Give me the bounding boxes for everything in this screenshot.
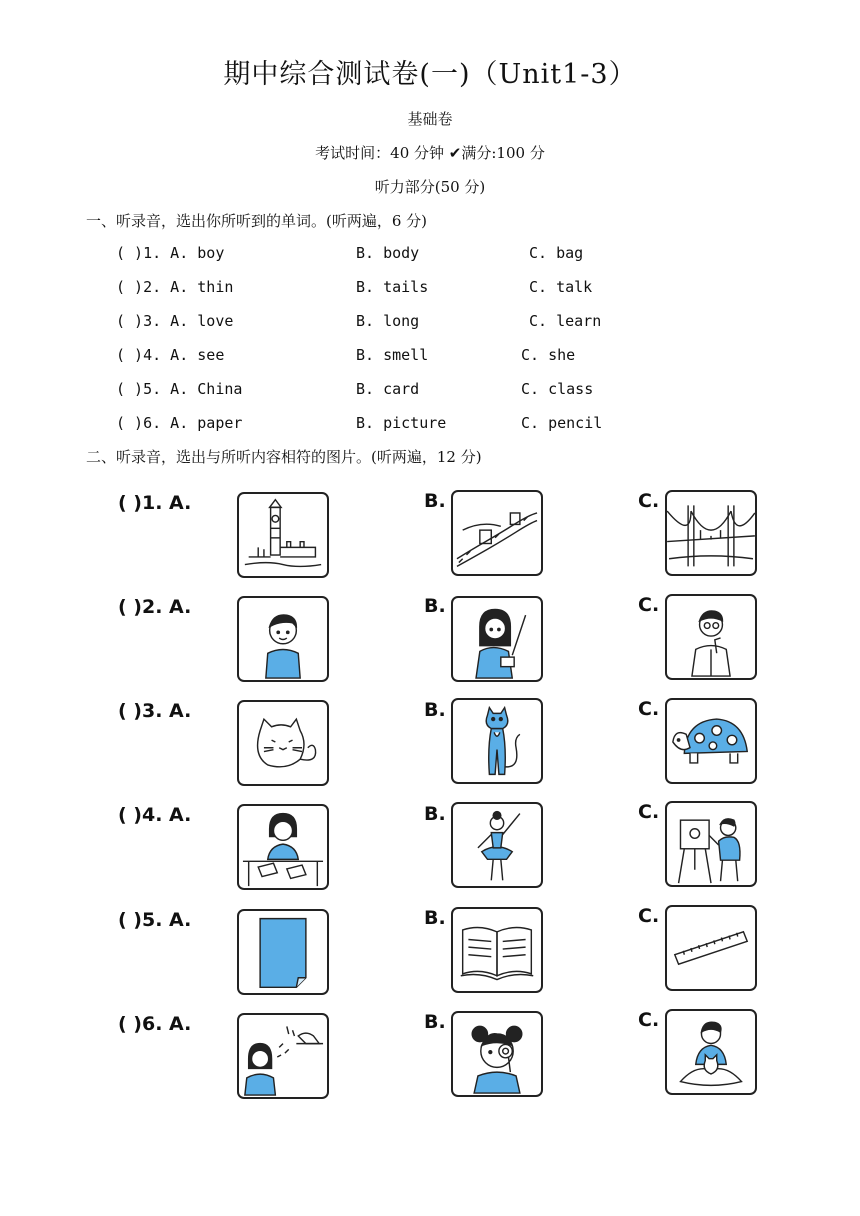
question-option-c: C. bag: [529, 244, 584, 262]
thinking-man-icon: [665, 594, 757, 680]
option-b-label: B.: [424, 595, 446, 617]
question-option-a: ( )3. A. love: [116, 312, 234, 330]
question-row: [116, 278, 816, 302]
boy-painting-icon: [665, 801, 757, 887]
question-option-b: B. long: [356, 312, 420, 330]
option-c-label: C.: [638, 801, 660, 823]
question-option-a: ( )4. A. see: [116, 346, 225, 364]
exam-info: 考试时间：40 分钟 ✔满分:100 分: [315, 144, 545, 162]
question-row: [116, 380, 816, 404]
picture-question-label: ( )6. A.: [118, 1013, 192, 1035]
question-option-c: C. talk: [529, 278, 593, 296]
page-title: 期中综合测试卷(一)（Unit1-3）: [223, 59, 637, 90]
turtle-icon: [665, 698, 757, 784]
question-option-c: C. class: [521, 380, 594, 398]
question-option-a: ( )2. A. thin: [116, 278, 234, 296]
question-option-b: B. card: [356, 380, 420, 398]
question-option-a: ( )5. A. China: [116, 380, 243, 398]
question-option-b: B. smell: [356, 346, 429, 364]
subtitle: 基础卷: [407, 110, 453, 128]
section2-instruction: 二、听录音，选出与所听内容相符的图片。(听两遍，12 分): [86, 448, 482, 466]
teacher-icon: [451, 596, 543, 682]
question-option-c: C. learn: [529, 312, 602, 330]
girl-crafting-icon: [237, 804, 329, 890]
question-option-c: C. pencil: [521, 414, 603, 432]
question-row: [116, 346, 816, 370]
picture-question-label: ( )4. A.: [118, 804, 192, 826]
question-option-a: ( )1. A. boy: [116, 244, 225, 262]
question-row: [116, 244, 816, 268]
option-c-label: C.: [638, 1009, 660, 1031]
option-b-label: B.: [424, 490, 446, 512]
option-b-label: B.: [424, 803, 446, 825]
picture-question-label: ( )3. A.: [118, 700, 192, 722]
option-c-label: C.: [638, 490, 660, 512]
question-option-b: B. body: [356, 244, 420, 262]
blue-paper-icon: [237, 909, 329, 995]
great-wall-icon: [451, 490, 543, 576]
boy-with-cat-icon: [665, 1009, 757, 1095]
ballet-dancer-icon: [451, 802, 543, 888]
option-b-label: B.: [424, 1011, 446, 1033]
option-b-label: B.: [424, 699, 446, 721]
question-option-b: B. picture: [356, 414, 447, 432]
girl-listening-bird-icon: [237, 1013, 329, 1099]
option-c-label: C.: [638, 698, 660, 720]
ruler-icon: [665, 905, 757, 991]
picture-question-label: ( )1. A.: [118, 492, 192, 514]
question-option-a: ( )6. A. paper: [116, 414, 243, 432]
question-option-c: C. she: [521, 346, 576, 364]
section1-instruction: 一、听录音，选出你所听到的单词。(听两遍，6 分): [86, 212, 428, 230]
fat-cat-icon: [237, 700, 329, 786]
question-row: [116, 312, 816, 336]
part-label: 听力部分(50 分): [374, 178, 486, 196]
option-b-label: B.: [424, 907, 446, 929]
thin-cat-icon: [451, 698, 543, 784]
picture-question-label: ( )5. A.: [118, 909, 192, 931]
big-ben-icon: [237, 492, 329, 578]
question-row: [116, 414, 816, 438]
picture-question-label: ( )2. A.: [118, 596, 192, 618]
boy-icon: [237, 596, 329, 682]
open-book-icon: [451, 907, 543, 993]
girl-magnifier-icon: [451, 1011, 543, 1097]
question-option-b: B. tails: [356, 278, 429, 296]
option-c-label: C.: [638, 905, 660, 927]
golden-gate-bridge-icon: [665, 490, 757, 576]
option-c-label: C.: [638, 594, 660, 616]
